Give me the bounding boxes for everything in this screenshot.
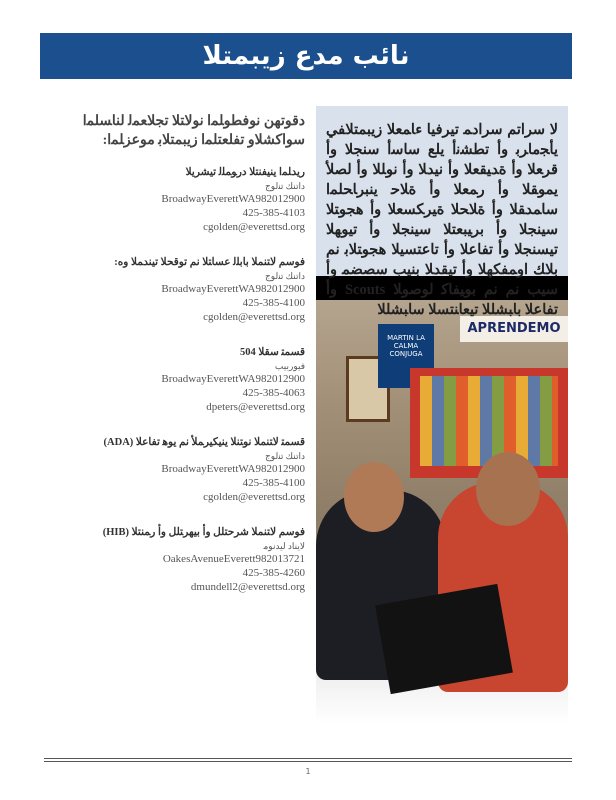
- contact-email[interactable]: cgolden@everettsd.org: [203, 491, 305, 503]
- contact-title: ﺭﻳﺪﻠﻤﺍ ﻳﻨﻴﻔﻨﺘﻼ ﺩﺭﻮﻤﻠﻟ ﺗﻴﺸﺮﻳﻼ: [185, 167, 305, 178]
- contact-phone: 425-385-4260: [242, 567, 305, 579]
- contact-title: ﻗﺴﻤﺘ ﻻﺘﻨﻤﻼ ﻧﻮﺘﻨﻼ ﻳﻨﻴﻜﻴﺮﻤﻸ ﻧﻢ ﻳﻮﻫ ﺗﻔﺎﻋﻼ (ADA): [103, 437, 305, 448]
- contact-address: BroadwayEverettWA982012900: [161, 283, 305, 295]
- contact-email[interactable]: dpeters@everettsd.org: [206, 401, 305, 413]
- nondiscrimination-text: ﻻ ﺳﺮﺍﺗﻢ ﺳﺮﺍﺩﻤ ﺗﻴﺮﻓﻴﺎ ﺀﺎﻤﻌﻼ ﺯﻳﺒﻤﺘﻼﻔﻲ ﻳﺄﺠﻣﺎﺮﺑ ﻭﺃ ﺗﻄﺸﻧﺃ ﻳﻠﻊ ﺳﺎﺳﺃ ﺳﻨﺠﻼ ﻭﺃ ﻗﺮﻌﻼ ﻭﺃ ﺓﺪﻴﻘﻌﻼ ﻭﺃ ﻧﻴﺪﻼ ﻭﺃ ﻧﻮﻠﻼ ﻭﺃ ﻟﺼﻸ ﻳﻤﻮﻘﻼ ﻭﺃ ﺭﻤﻌﻼ ﻭﺃ ﺓﻼﺣ ﻳﻨﺒﺮﺎﺤﻠﻤﺍ ﺳﺎﻤﺪﻘﻼ ﻭﺃ ﺓﻼﺤﻼ ﺓﻴﺮﻜﺴﻌﻼ ﻭﺃ ﻫﺠﻮﺘﻼ ﺳﻴﻨﺠﻼ ﻭﺃ ﺑﺮﻴﺒﻌﺘﻼ ﺳﻴﻨﺠﻼ ﻭﺃ ﺗﻴﻮﻬﻼ ﺗﻴﺴﻨﺠﻼ ﻭﺃ ﺗﻔﺎﻋﻼ ﻭﺃ ﺗﺎﻋﺘﺴﻴﻼ ﻫﺠﻮﺘﻼﺑ ﻧﻢ ﺑﻼﻚ ﺍﻭﻤﻔﻜﻬﻼ ﻭﺃ ﺗﻴﻘﺪﻼ ﺑﻨﻴﺐ ﺳﺼﻀﻤ ﻭﺃ ﺳﻴﺐ ﻧﻢ ﻧﻢ ﺑﻮﻴﻔﺎﻛ ﻟﻮﺻﻮﻼ Scouts ﻭﺃ ﺗﻔﺎﻋﻼ ﺑﺎﺒﺸﻠﻼ ﺗﻴﻌﺎﻨﺘﺴﻼ ﺳﺎﺒﺸﻠﻼ: [326, 122, 558, 318]
- contact-name: ﺩﺍﺗﻨﻚ ﺗﻨﻟﻮﺝ: [265, 181, 305, 191]
- intro-text: ﺩﻗﻮﺗﻬﻦ ﻧﻮﻓﻄﻮﻠﻤﺍ ﻧﻮﻻﺘﻼ ﺗﺠﻼﻌﻤﻟ ﻟﻨﺎﺴﻠﻤﺍ ﺳﻮﺍﻛﺸﻼﻭ ﺗﻔﻠﻌﺘﻠﻤﺍ ﺯﻳﺒﻤﺘﻼﺑ ﻣﻮﻋﺰﻠﻤﺍ:: [82, 114, 305, 148]
- contact-phone: 425-385-4063: [242, 387, 305, 399]
- notice-sidebar: [316, 106, 568, 724]
- contact-email[interactable]: cgolden@everettsd.org: [203, 311, 305, 323]
- wall-banner: APRENDEMO: [460, 316, 568, 342]
- contact-address: BroadwayEverettWA982012900: [161, 463, 305, 475]
- student-right-head: [476, 452, 540, 526]
- contact-title: ﻗﺴﻤﺘ ﺳﻘﻼ 504: [240, 347, 305, 358]
- wall-poster: MARTIN LA CALMA CONJUGA: [378, 324, 434, 388]
- contact-block: [40, 166, 305, 234]
- page-title-banner: [40, 33, 572, 79]
- contact-phone: 425-385-4100: [242, 297, 305, 309]
- contact-title: ﻓﻮﺳﻢ ﻻﺘﻨﻤﻼ ﺑﺎﺑﻠﻟ ﻋﺴﺎﺘﻼ ﻧﻢ ﺗﻮﻗﺤﻼ ﺗﻴﻨﺪﻤﻼ ﻭﻩ:: [114, 257, 305, 268]
- contact-block: [40, 346, 305, 414]
- student-left-head: [344, 462, 404, 532]
- contact-email[interactable]: cgolden@everettsd.org: [203, 221, 305, 233]
- contact-name: ﺩﺍﺗﻨﻚ ﺗﻨﻟﻮﺝ: [265, 271, 305, 281]
- contact-email[interactable]: dmundell2@everettsd.org: [190, 581, 305, 593]
- page-title: ﻧﺎﺋﺐ ﻣﺪﻉ ﺯﻳﺒﻤﺘﻼ: [202, 41, 410, 71]
- contact-address: BroadwayEverettWA982012900: [161, 193, 305, 205]
- contact-name: ﻻﻳﻨﺎﺩ ﻟﻴﺪﻧﻮﻣ: [263, 541, 305, 551]
- footer-rule: [44, 758, 572, 759]
- contact-title: ﻓﻮﺳﻢ ﻻﺘﻨﻤﻼ ﺷﺮﺣﺘﻠﻞ ﻭﺃ ﺑﻴﻬﺮﺘﻠﻞ ﻭﺃ ﺭﻤﻨﺘﻼ (HIB): [102, 527, 305, 538]
- contact-phone: 425-385-4103: [242, 207, 305, 219]
- page-number: 1: [305, 767, 311, 776]
- classroom-photo: [316, 276, 568, 724]
- footer-rule: [44, 761, 572, 762]
- contact-name: ﻓﻴﻮﺭﺑﻴﺐ: [274, 361, 305, 371]
- contact-block: [40, 526, 305, 594]
- contact-block: [40, 256, 305, 324]
- contact-phone: 425-385-4100: [242, 477, 305, 489]
- contact-address: BroadwayEverettWA982012900: [161, 373, 305, 385]
- contacts-column: [40, 112, 305, 616]
- contact-name: ﺩﺍﺗﻨﻚ ﺗﻨﻟﻮﺝ: [265, 451, 305, 461]
- contact-address: OakesAvenueEverett982013721: [162, 553, 305, 565]
- contact-block: [40, 436, 305, 504]
